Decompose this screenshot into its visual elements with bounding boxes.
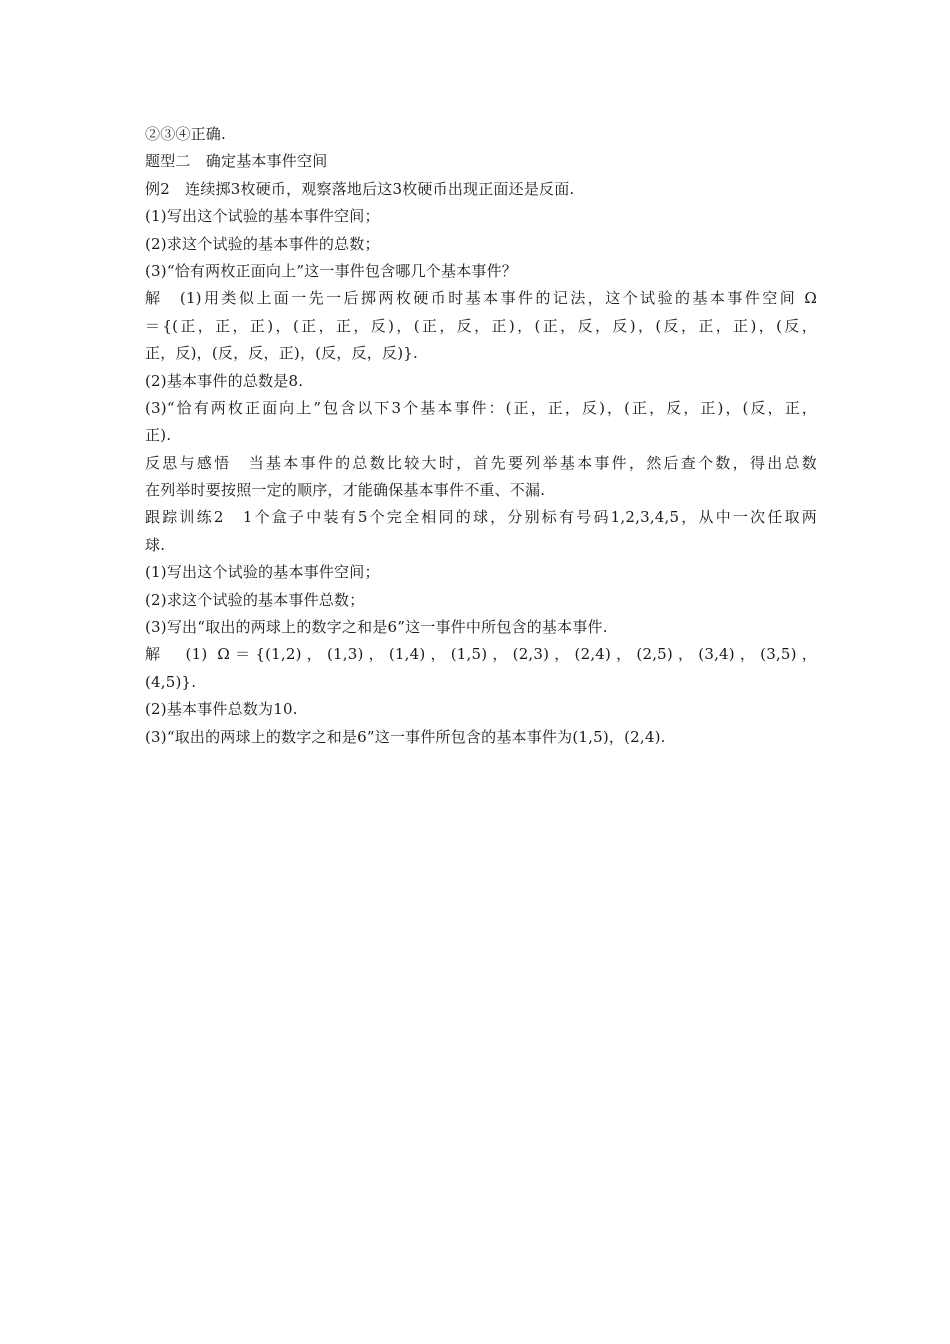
example-2-solution-3-line-2: 正). — [145, 426, 172, 445]
practice-2-statement-line-2: 球. — [145, 535, 166, 554]
text-line-conclusion: ②③④正确. — [145, 125, 226, 143]
example-2-question-3: (3)“恰有两枚正面向上”这一事件包含哪几个基本事件？ — [145, 261, 517, 280]
reflection-line-1: 反思与感悟 当基本事件的总数比较大时，首先要列举基本事件，然后查个数，得出总数 — [145, 453, 817, 472]
practice-2-question-1: (1)写出这个试验的基本事件空间； — [145, 563, 380, 582]
example-2-statement: 例2 连续掷3枚硬币，观察落地后这3枚硬币出现正面还是反面. — [145, 179, 575, 198]
example-2-solution-3-line-1: (3)“恰有两枚正面向上”包含以下3个基本事件：(正，正，反)，(正，反，正)，(反，正， — [145, 398, 817, 417]
example-2-solution-2: (2)基本事件的总数是8. — [145, 371, 304, 390]
example-2-solution-1-line-3: 正，反)，(反，反，正)，(反，反，反)}. — [145, 344, 418, 363]
example-2-solution-1-line-1: 解 (1)用类似上面一先一后掷两枚硬币时基本事件的记法，这个试验的基本事件空间 Ω — [145, 289, 817, 308]
example-2-question-1: (1)写出这个试验的基本事件空间； — [145, 207, 380, 226]
practice-2-solution-3: (3)“取出的两球上的数字之和是6”这一事件所包含的基本事件为(1,5)，(2,4). — [145, 727, 666, 746]
practice-2-question-2: (2)求这个试验的基本事件总数； — [145, 590, 365, 609]
practice-2-statement-line-1: 跟踪训练2 1个盒子中装有5个完全相同的球，分别标有号码1,2,3,4,5，从中一次任取两 — [145, 508, 817, 527]
practice-2-solution-2: (2)基本事件总数为10. — [145, 700, 298, 719]
practice-2-question-3: (3)写出“取出的两球上的数字之和是6”这一事件中所包含的基本事件. — [145, 618, 608, 637]
reflection-line-2: 在列举时要按照一定的顺序，才能确保基本事件不重、不漏. — [145, 481, 546, 500]
section-heading-type-2: 题型二 确定基本事件空间 — [145, 152, 328, 171]
practice-2-solution-1-line-2: (4,5)}. — [145, 672, 197, 691]
example-2-question-2: (2)求这个试验的基本事件的总数； — [145, 234, 380, 253]
document-page — [145, 121, 817, 751]
example-2-solution-1-line-2: ＝{(正，正，正)，(正，正，反)，(正，反，正)，(正，反，反)，(反，正，正)，(反， — [145, 316, 817, 335]
practice-2-solution-1-line-1: 解 (1) Ω＝{(1,2)，(1,3)，(1,4)，(1,5)，(2,3)，(2,4)，(2,5)，(3,4)，(3,5)， — [145, 645, 817, 664]
